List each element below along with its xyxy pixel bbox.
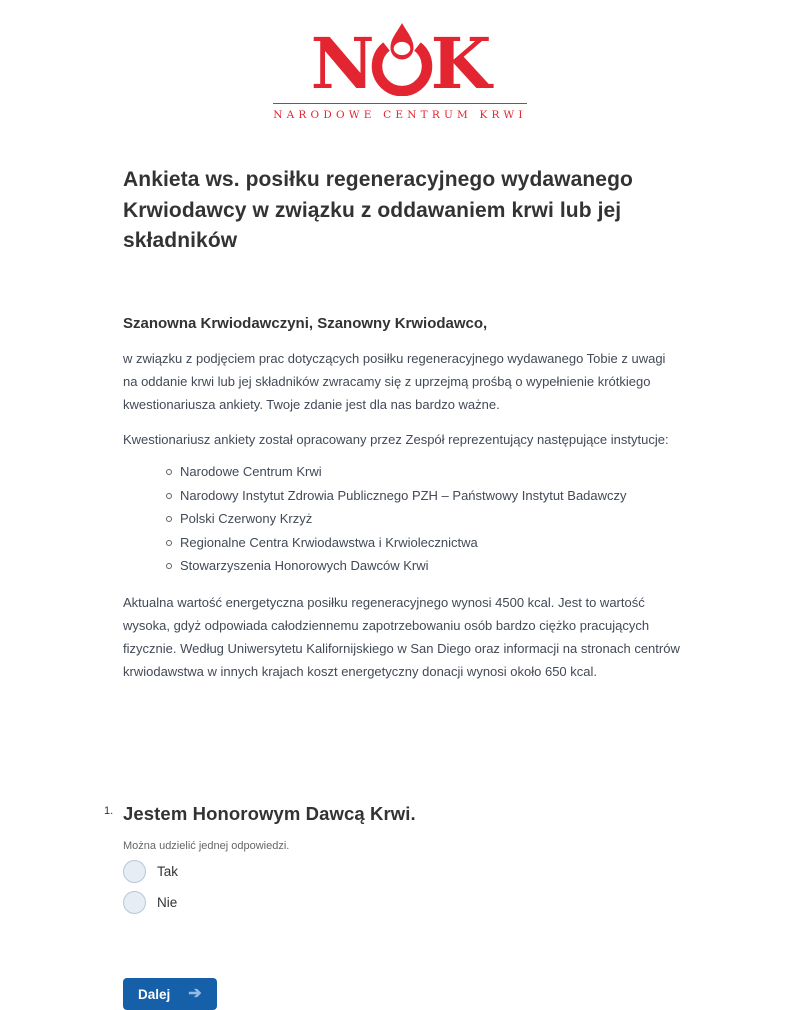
salutation-heading: Szanowna Krwiodawczyni, Szanowny Krwiodawco,	[123, 314, 488, 332]
institutions-list	[123, 463, 683, 575]
team-paragraph: Kwestionariusz ankiety został opracowany przez Zespół reprezentujący następujące instytucje:	[123, 432, 669, 448]
nck-logo-mark	[0, 21, 800, 105]
logo-letter-n: N	[310, 21, 373, 105]
energy-paragraph: Aktualna wartość energetyczna posiłku regeneracyjnego wynosi 4500 kcal. Jest to wartość wysoka, gdyż odpowiada całodziennemu zapotrzebowaniu osób bardzo ciężko pracujących fizycznie. Według Uniwersytetu Kalifornijskiego w San Diego oraz informacji na stronach centrów krwiodawstwa w innych krajach koszt energetyczny donacji wynosi około 650 kcal.	[123, 594, 680, 680]
question-number: 1.	[104, 805, 114, 818]
form-title: Ankieta ws. posiłku regeneracyjnego wydawanego Krwiodawcy w związku z oddawaniem krwi lub jej składników	[123, 168, 633, 253]
next-button[interactable]	[123, 978, 217, 1010]
logo-tagline: NARODOWE CENTRUM KRWI	[273, 109, 527, 121]
option-nie[interactable]	[123, 891, 177, 914]
question-hint: Można udzielić jednej odpowiedzi.	[123, 840, 290, 853]
logo-tagline-rule	[273, 103, 527, 121]
list-item: Narodowy Instytut Zdrowia Publicznego PZH – Państwowy Instytut Badawczy	[166, 487, 683, 505]
option-label: Nie	[157, 895, 178, 911]
arrow-right-icon: ➔	[188, 985, 202, 1003]
blood-drop-icon	[371, 22, 433, 96]
intro-paragraph: w związku z podjęciem prac dotyczących posiłku regeneracyjnego wydawanego Tobie z uwagi na oddanie krwi lub jej składników zwracamy się z uprzejmą prośbą o wypełnienie krótkiego kwestionariusza ankiety. Twoje zdanie jest dla nas bardzo ważne.	[123, 350, 666, 413]
form-content	[104, 165, 683, 1010]
list-item: Regionalne Centra Krwiodawstwa i Krwiolecznictwa	[166, 534, 683, 552]
option-tak[interactable]	[123, 860, 178, 883]
list-item: Stowarzyszenia Honorowych Dawców Krwi	[166, 557, 683, 575]
list-item: Narodowe Centrum Krwi	[166, 463, 683, 481]
radio-button-icon[interactable]	[123, 860, 146, 883]
logo-letter-k: K	[430, 21, 490, 105]
question-title: Jestem Honorowym Dawcą Krwi.	[123, 803, 416, 825]
next-button-label: Dalej	[138, 986, 171, 1002]
nck-logo	[0, 0, 800, 123]
options-group	[123, 860, 683, 914]
question-1	[104, 803, 683, 914]
list-item: Polski Czerwony Krzyż	[166, 510, 683, 528]
radio-button-icon[interactable]	[123, 891, 146, 914]
option-label: Tak	[157, 864, 179, 880]
